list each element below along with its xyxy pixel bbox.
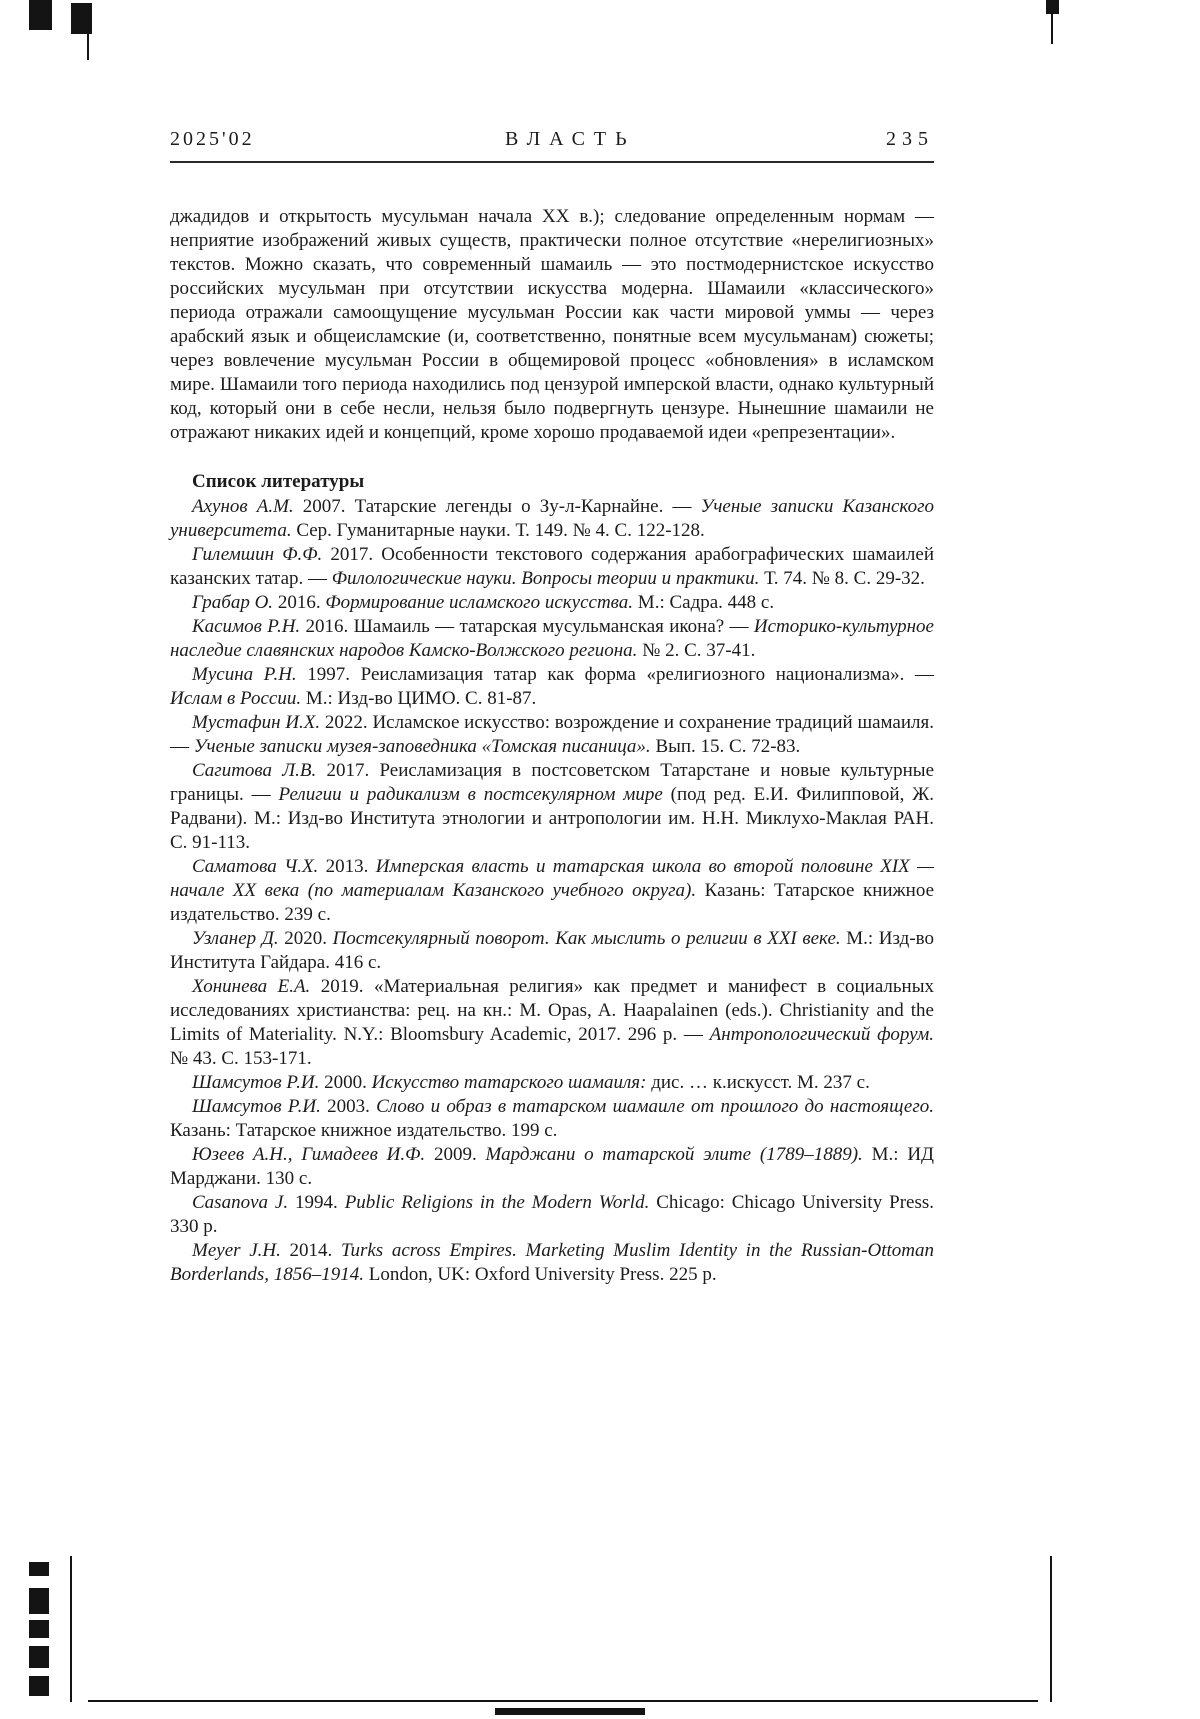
reference-text-segment: 2017. Особенности текстового содержания арабографических шамаилей казанских татар. — bbox=[170, 544, 934, 589]
reference-italic-segment: Слово и образ в татарском шамаиле от прошлого до настоящего. bbox=[376, 1096, 934, 1117]
reference-text-segment: 2020. bbox=[278, 928, 333, 949]
reference-italic-segment: Имперская власть и татарская школа во второй половине XIX — начале XX века (по материалам Казанского учебного округа). bbox=[170, 856, 935, 901]
reference-entry bbox=[170, 975, 934, 1071]
page-number: 235 bbox=[886, 128, 934, 150]
registration-mark bbox=[29, 1620, 49, 1638]
reference-text-segment: Казань: Татарское книжное издательство. 239 с. bbox=[170, 880, 934, 925]
registration-mark bbox=[29, 0, 52, 30]
reference-text-segment: Сер. Гуманитарные науки. Т. 149. № 4. С. 122-128. bbox=[291, 520, 705, 541]
reference-text-segment: 1994. bbox=[288, 1192, 345, 1213]
reference-text-segment: 2009. bbox=[425, 1144, 486, 1165]
reference-entry bbox=[170, 663, 934, 711]
reference-entry bbox=[170, 1239, 934, 1287]
body-paragraph: джадидов и открытость мусульман начала XX в.); следование определенным нормам — неприятие изображений живых существ, практически полное отсутствие «нерелигиозных» текстов. Можно сказать, что современный шамаиль — это постмодернистское искусство российских мусульман при отсутствии искусства модерна. Шамаили «классического» периода отражали самоощущение мусульман России как части мировой уммы — через арабский язык и общеисламские (и, соответственно, понятные всем мусульманам) сюжеты; через вовлечение мусульман России в общемировой процесс «обновления» в исламском мире. Шамаили того периода находились под цензурой имперской власти, однако культурный код, который они в себе несли, нельзя было подвергнуть цензуре. Нынешние шамаили не отражают никаких идей и концепций, кроме хорошо продаваемой идеи «репрезентации». bbox=[170, 206, 934, 443]
reference-italic-segment: Узланер Д. bbox=[192, 928, 279, 949]
reference-text-segment: Казань: Татарское книжное издательство. 199 с. bbox=[170, 1120, 558, 1141]
reference-italic-segment: Грабар О. bbox=[192, 592, 274, 613]
reference-text-segment: 2017. Реисламизация в постсоветском Татарстане и новые культурные границы. — bbox=[170, 760, 935, 805]
reference-italic-segment: Саматова Ч.Х. bbox=[192, 856, 319, 877]
reference-text-segment: 2003. bbox=[320, 1096, 377, 1117]
reference-text-segment: London, UK: Oxford University Press. 225 p. bbox=[364, 1264, 717, 1285]
registration-mark bbox=[29, 1676, 49, 1696]
reference-italic-segment: Юзеев А.Н., Гимадеев И.Ф. bbox=[192, 1144, 426, 1165]
reference-italic-segment: Сагитова Л.В. bbox=[192, 760, 317, 781]
reference-italic-segment: Ученые записки музея-заповедника «Томская писаница». bbox=[193, 736, 651, 757]
registration-mark bbox=[71, 3, 92, 34]
reference-text-segment: (под ред. Е.И. Филипповой, Ж. Радвани). М.: Изд-во Института этнологии и антропологии им. Н.Н. Миклухо-Маклая РАН. С. 91-113. bbox=[170, 784, 934, 853]
journal-page bbox=[170, 128, 934, 1287]
reference-entry bbox=[170, 615, 934, 663]
reference-italic-segment: Филологические науки. Вопросы теории и практики. bbox=[331, 568, 760, 589]
reference-italic-segment: Гилемшин Ф.Ф. bbox=[192, 544, 323, 565]
reference-text-segment: дис. … к.искусст. М. 237 с. bbox=[646, 1072, 870, 1093]
references-list bbox=[170, 495, 934, 1287]
running-head bbox=[170, 128, 934, 163]
reference-text-segment: Т. 74. № 8. С. 29-32. bbox=[759, 568, 925, 589]
reference-italic-segment: Формирование исламского искусства. bbox=[325, 592, 634, 613]
reference-italic-segment: Public Religions in the Modern World. bbox=[344, 1192, 650, 1213]
reference-text-segment: М.: ИД Марджани. 130 с. bbox=[170, 1144, 935, 1189]
reference-entry bbox=[170, 1095, 934, 1143]
reference-text-segment: 2000. bbox=[319, 1072, 372, 1093]
reference-text-segment: № 2. С. 37-41. bbox=[637, 640, 756, 661]
registration-mark bbox=[1050, 1556, 1052, 1702]
references-heading: Список литературы bbox=[192, 471, 365, 492]
reference-italic-segment: Ученые записки Казанского университета. bbox=[170, 496, 934, 541]
reference-italic-segment: Историко-культурное наследие славянских народов Камско-Волжского региона. bbox=[170, 616, 934, 661]
reference-text-segment: М.: Садра. 448 с. bbox=[633, 592, 775, 613]
reference-italic-segment: Мустафин И.Х. bbox=[192, 712, 321, 733]
reference-entry bbox=[170, 855, 934, 927]
reference-italic-segment: Шамсутов Р.И. bbox=[192, 1096, 321, 1117]
reference-italic-segment: Turks across Empires. Marketing Muslim Identity in the Russian-Ottoman Borderlands, 1856–1914. bbox=[170, 1240, 935, 1285]
reference-text-segment: 2013. bbox=[318, 856, 376, 877]
reference-italic-segment: Касимов Р.Н. bbox=[192, 616, 301, 637]
registration-mark bbox=[70, 1556, 72, 1702]
reference-italic-segment: Антропологический форум. bbox=[709, 1024, 934, 1045]
reference-text-segment: 2019. «Материальная религия» как предмет и манифест в социальных исследованиях христианства: рец. на кн.: M. Opas, A. Haapalainen (eds.). Christianity and the Limits of Materiality. N.Y.: Bloomsbury Academic, 2017. 296 p. — bbox=[170, 976, 934, 1045]
reference-italic-segment: Постсекулярный поворот. Как мыслить о религии в XXI веке. bbox=[332, 928, 841, 949]
registration-mark bbox=[495, 1708, 645, 1715]
reference-text-segment: 2016. Шамаиль — татарская мусульманская икона? — bbox=[300, 616, 754, 637]
reference-entry bbox=[170, 927, 934, 975]
registration-mark bbox=[29, 1562, 49, 1576]
reference-text-segment: 2014. bbox=[280, 1240, 341, 1261]
reference-entry bbox=[170, 759, 934, 855]
reference-italic-segment: Искусство татарского шамаиля: bbox=[371, 1072, 647, 1093]
reference-italic-segment: Ахунов А.М. bbox=[192, 496, 294, 517]
reference-entry bbox=[170, 1071, 934, 1095]
reference-text-segment: 2022. Исламское искусство: возрождение и сохранение традиций шамаиля. — bbox=[170, 712, 934, 757]
reference-text-segment: 2007. Татарские легенды о Зу-л-Карнайне. — bbox=[293, 496, 701, 517]
reference-entry bbox=[170, 1143, 934, 1191]
issue-label: 2025'02 bbox=[170, 128, 255, 150]
reference-italic-segment: Хонинева Е.А. bbox=[192, 976, 311, 997]
reference-entry bbox=[170, 543, 934, 591]
reference-text-segment: Chicago: Chicago University Press. 330 p. bbox=[170, 1192, 934, 1237]
reference-italic-segment: Марджани о татарской элите (1789–1889). bbox=[485, 1144, 863, 1165]
reference-italic-segment: Ислам в России. bbox=[170, 688, 302, 709]
reference-italic-segment: Casanova J. bbox=[192, 1192, 289, 1213]
reference-entry bbox=[170, 495, 934, 543]
registration-mark bbox=[88, 1700, 1038, 1702]
journal-title: ВЛАСТЬ bbox=[504, 128, 636, 150]
registration-mark bbox=[29, 1646, 49, 1668]
reference-text-segment: М.: Изд-во ЦИМО. С. 81-87. bbox=[301, 688, 537, 709]
reference-entry bbox=[170, 591, 934, 615]
reference-entry bbox=[170, 711, 934, 759]
reference-italic-segment: Мусина Р.Н. bbox=[192, 664, 297, 685]
reference-text-segment: М.: Изд-во Института Гайдара. 416 с. bbox=[170, 928, 935, 973]
reference-italic-segment: Шамсутов Р.И. bbox=[192, 1072, 320, 1093]
reference-italic-segment: Meyer J.H. bbox=[192, 1240, 281, 1261]
registration-mark bbox=[1046, 0, 1059, 14]
registration-mark bbox=[87, 34, 89, 60]
reference-text-segment: № 43. С. 153-171. bbox=[170, 1048, 312, 1069]
registration-mark bbox=[29, 1588, 49, 1614]
registration-mark bbox=[1051, 14, 1053, 44]
reference-text-segment: Вып. 15. С. 72-83. bbox=[650, 736, 801, 757]
reference-text-segment: 2016. bbox=[273, 592, 326, 613]
reference-text-segment: 1997. Реисламизация татар как форма «религиозного национализма». — bbox=[296, 664, 934, 685]
reference-entry bbox=[170, 1191, 934, 1239]
reference-italic-segment: Религии и радикализм в постсекулярном мире bbox=[278, 784, 663, 805]
